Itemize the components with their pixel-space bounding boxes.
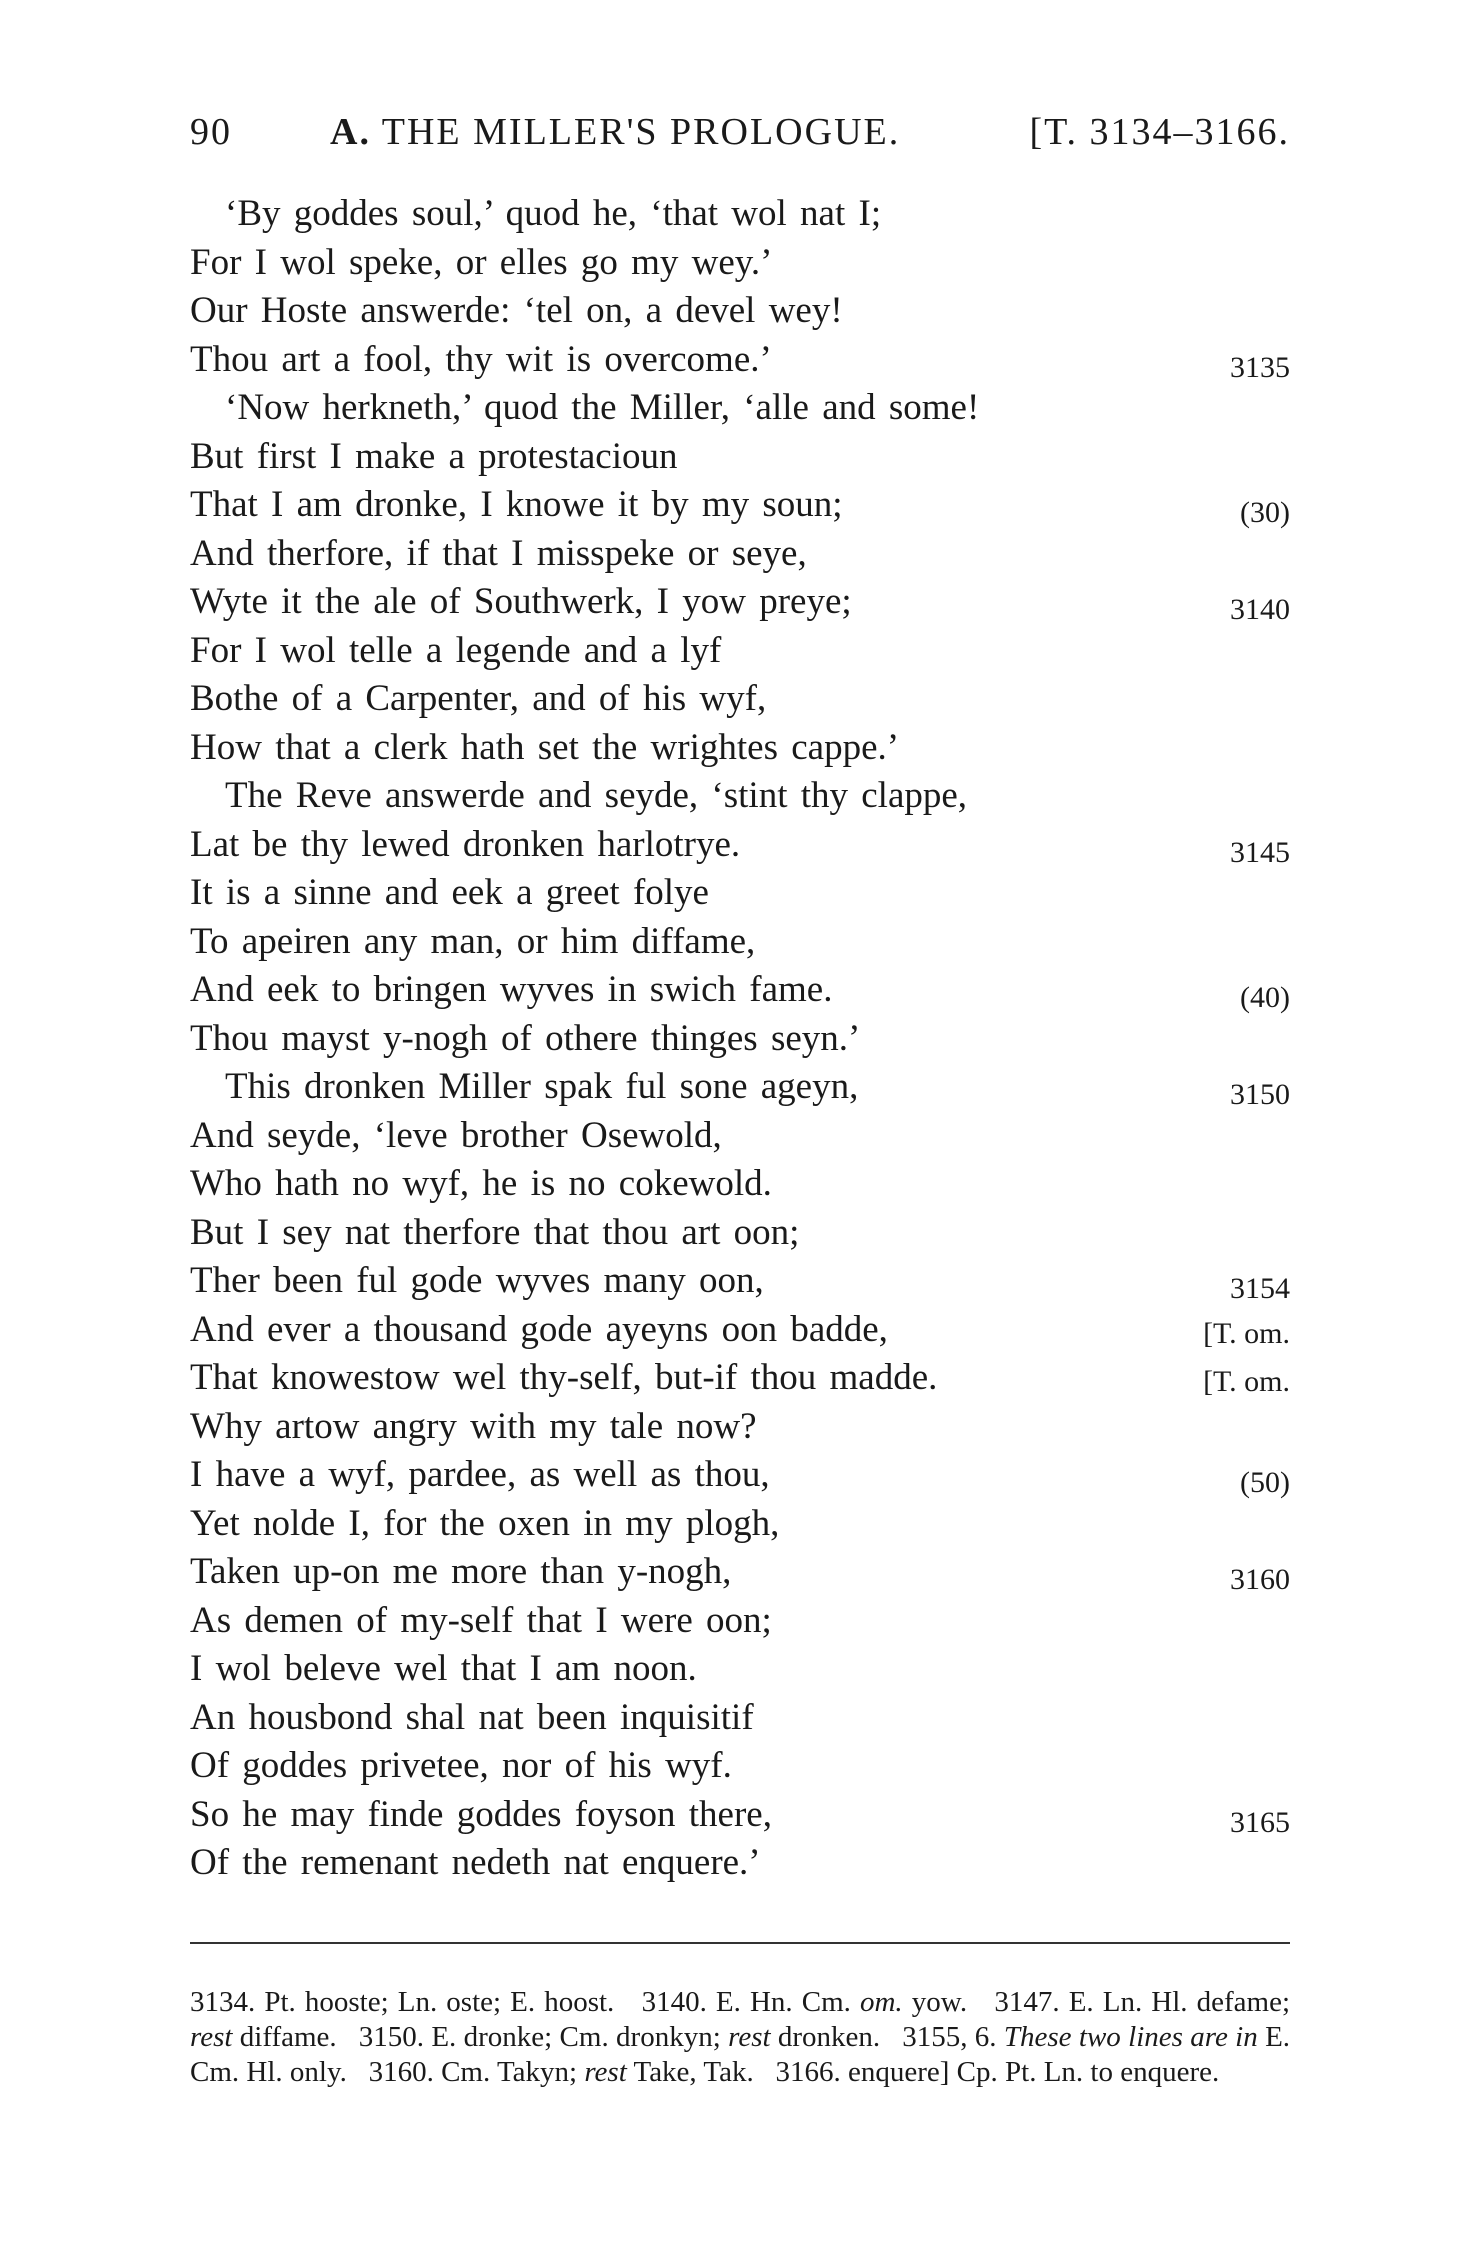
verse-text: Yet nolde I, for the oxen in my plogh, xyxy=(190,1502,780,1544)
verse-text: Ther been ful gode wyves many oon, xyxy=(190,1260,764,1301)
verse-text: Who hath no wyf, he is no cokewold. xyxy=(190,1163,772,1204)
verse-text: Why artow angry with my tale now? xyxy=(190,1405,757,1447)
verse-line xyxy=(190,675,1290,724)
line-number: 3140 xyxy=(1230,593,1290,626)
footnote-italic: rest xyxy=(584,2056,627,2088)
verse-text: Of the remenant nedeth nat enquere.’ xyxy=(190,1842,761,1883)
verse-text: But first I make a protestacioun xyxy=(190,435,678,477)
verse-text: Thou art a fool, thy wit is overcome.’ xyxy=(190,338,772,380)
verse-line xyxy=(190,1500,1290,1549)
textual-note: [T. om. xyxy=(1203,1365,1290,1398)
verse-text: Our Hoste answerde: ‘tel on, a devel wey! xyxy=(190,290,843,331)
footnote-ref: 3155, 6. xyxy=(902,2021,997,2053)
footnote-text: Pt. hooste; Ln. oste; E. hoost. xyxy=(264,1986,615,2018)
verse-line xyxy=(190,1403,1290,1452)
verse-line xyxy=(190,433,1290,482)
verse-text: Bothe of a Carpenter, and of his wyf, xyxy=(190,678,767,719)
footnote-text: E. Ln. Hl. defame; xyxy=(1068,1986,1291,2018)
verse-line xyxy=(190,918,1290,967)
verse-line xyxy=(190,1791,1290,1840)
verse-text: As demen of my-self that I were oon; xyxy=(190,1599,772,1641)
line-number: (50) xyxy=(1240,1466,1290,1499)
verse-line xyxy=(190,869,1290,918)
verse-line xyxy=(190,1839,1290,1888)
verse-line xyxy=(190,1694,1290,1743)
footnote-ref: 3150. xyxy=(358,2021,424,2053)
verse-line xyxy=(190,772,1290,821)
footnote-italic: rest xyxy=(190,2021,233,2053)
verse-line xyxy=(190,821,1290,870)
verse-text: But I sey nat therfore that thou art oon; xyxy=(190,1211,800,1253)
line-number: 3160 xyxy=(1230,1563,1290,1596)
footnote-italic: rest xyxy=(728,2021,771,2053)
verse-line xyxy=(190,481,1290,530)
verse-line xyxy=(190,1015,1290,1064)
verse-line xyxy=(190,1257,1290,1306)
verse-line xyxy=(190,1160,1290,1209)
verse-line xyxy=(190,384,1290,433)
line-number: (40) xyxy=(1240,981,1290,1014)
verse-text: To apeiren any man, or him diffame, xyxy=(190,920,756,962)
verse-text: It is a sinne and eek a greet folye xyxy=(190,872,709,913)
footnote-text: E. dronke; Cm. dronkyn; xyxy=(431,2021,721,2053)
verse-text: That I am dronke, I knowe it by my soun; xyxy=(190,484,843,525)
verse-text: And eek to bringen wyves in swich fame. xyxy=(190,969,833,1010)
verse-text: Thou mayst y-nogh of othere thinges seyn.’ xyxy=(190,1017,861,1059)
verse-line xyxy=(190,1306,1290,1355)
footnote-text: yow. xyxy=(911,1986,968,2018)
footnote-text: diffame. xyxy=(239,2021,337,2053)
line-number: 3154 xyxy=(1230,1272,1290,1305)
line-number: 3135 xyxy=(1230,350,1290,384)
verse-text: ‘Now herkneth,’ quod the Miller, ‘alle and some! xyxy=(225,387,980,428)
verse-text: ‘By goddes soul,’ quod he, ‘that wol nat I; xyxy=(225,193,882,234)
verse-text: That knowestow wel thy-self, but-if thou madde. xyxy=(190,1357,938,1398)
section-letter: A. xyxy=(330,111,371,153)
verse-text: For I wol speke, or elles go my wey.’ xyxy=(190,241,773,283)
footnote-italic: These two lines are in xyxy=(1003,2021,1258,2053)
verse-line xyxy=(190,1597,1290,1646)
verse-line xyxy=(190,1063,1290,1112)
footnotes xyxy=(190,1985,1290,2090)
verse-line xyxy=(190,578,1290,627)
footnote-italic: om. xyxy=(859,1986,903,2018)
verse-line xyxy=(190,1548,1290,1597)
footnote-ref: 3160. xyxy=(368,2056,434,2088)
verse-text: And therfore, if that I misspeke or seye, xyxy=(190,532,807,574)
verse-text: And ever a thousand gode ayeyns oon badde, xyxy=(190,1308,888,1350)
verse-text: For I wol telle a legende and a lyf xyxy=(190,629,722,671)
verse-text: And seyde, ‘leve brother Osewold, xyxy=(190,1114,722,1156)
verse-text: Wyte it the ale of Southwerk, I yow preye; xyxy=(190,581,852,622)
footnote-text: E. Hn. Cm. xyxy=(715,1986,851,2018)
footnote-text: E. Cm. Hl. only. xyxy=(190,2021,1291,2088)
verse-text: How that a clerk hath set the wrightes cappe.’ xyxy=(190,726,900,768)
verse-text: An housbond shal nat been inquisitif xyxy=(190,1696,754,1738)
verse-line xyxy=(190,1451,1290,1500)
verse-line xyxy=(190,724,1290,773)
verse-line xyxy=(190,1645,1290,1694)
textual-note: [T. om. xyxy=(1203,1316,1290,1350)
line-number: 3150 xyxy=(1230,1078,1290,1111)
verse-line xyxy=(190,1209,1290,1258)
footnote-divider xyxy=(190,1942,1290,1944)
chapter-title xyxy=(330,110,900,154)
line-range: [T. 3134–3166. xyxy=(1029,111,1290,153)
verse-line xyxy=(190,627,1290,676)
verse-list xyxy=(190,190,1290,1888)
footnote-ref: 3134. xyxy=(190,1986,256,2018)
verse-line xyxy=(190,966,1290,1015)
verse-line xyxy=(190,336,1290,385)
page-number: 90 xyxy=(190,111,232,153)
verse-text: I have a wyf, pardee, as well as thou, xyxy=(190,1454,770,1495)
verse-line xyxy=(190,1354,1290,1403)
line-number: 3165 xyxy=(1230,1805,1290,1839)
verse-line xyxy=(190,1112,1290,1161)
verse-text: Taken up-on me more than y-nogh, xyxy=(190,1551,732,1592)
running-header xyxy=(190,110,1290,160)
footnote-text: Take, Tak. xyxy=(633,2056,754,2088)
verse-text: I wol beleve wel that I am noon. xyxy=(190,1648,697,1689)
verse-line xyxy=(190,1742,1290,1791)
verse-line xyxy=(190,287,1290,336)
footnote-ref: 3147. xyxy=(994,1986,1060,2018)
line-number: 3145 xyxy=(1230,835,1290,869)
footnote-ref: 3166. xyxy=(775,2056,841,2088)
verse-text: The Reve answerde and seyde, ‘stint thy clappe, xyxy=(225,775,968,816)
verse-line xyxy=(190,239,1290,288)
footnote-text: enquere] Cp. Pt. Ln. to enquere. xyxy=(847,2056,1220,2088)
line-number: (30) xyxy=(1240,496,1290,529)
verse-text: Of goddes privetee, nor of his wyf. xyxy=(190,1745,732,1786)
verse-text: Lat be thy lewed dronken harlotrye. xyxy=(190,823,741,865)
prologue-title: THE MILLER'S PROLOGUE. xyxy=(381,111,901,153)
verse-text: So he may finde goddes foyson there, xyxy=(190,1793,772,1835)
verse-line xyxy=(190,190,1290,239)
footnote-ref: 3140. xyxy=(641,1986,707,2018)
footnote-text: dronken. xyxy=(777,2021,881,2053)
footnote-text: Cm. Takyn; xyxy=(441,2056,578,2088)
verse-text: This dronken Miller spak ful sone ageyn, xyxy=(225,1066,859,1107)
verse-line xyxy=(190,530,1290,579)
